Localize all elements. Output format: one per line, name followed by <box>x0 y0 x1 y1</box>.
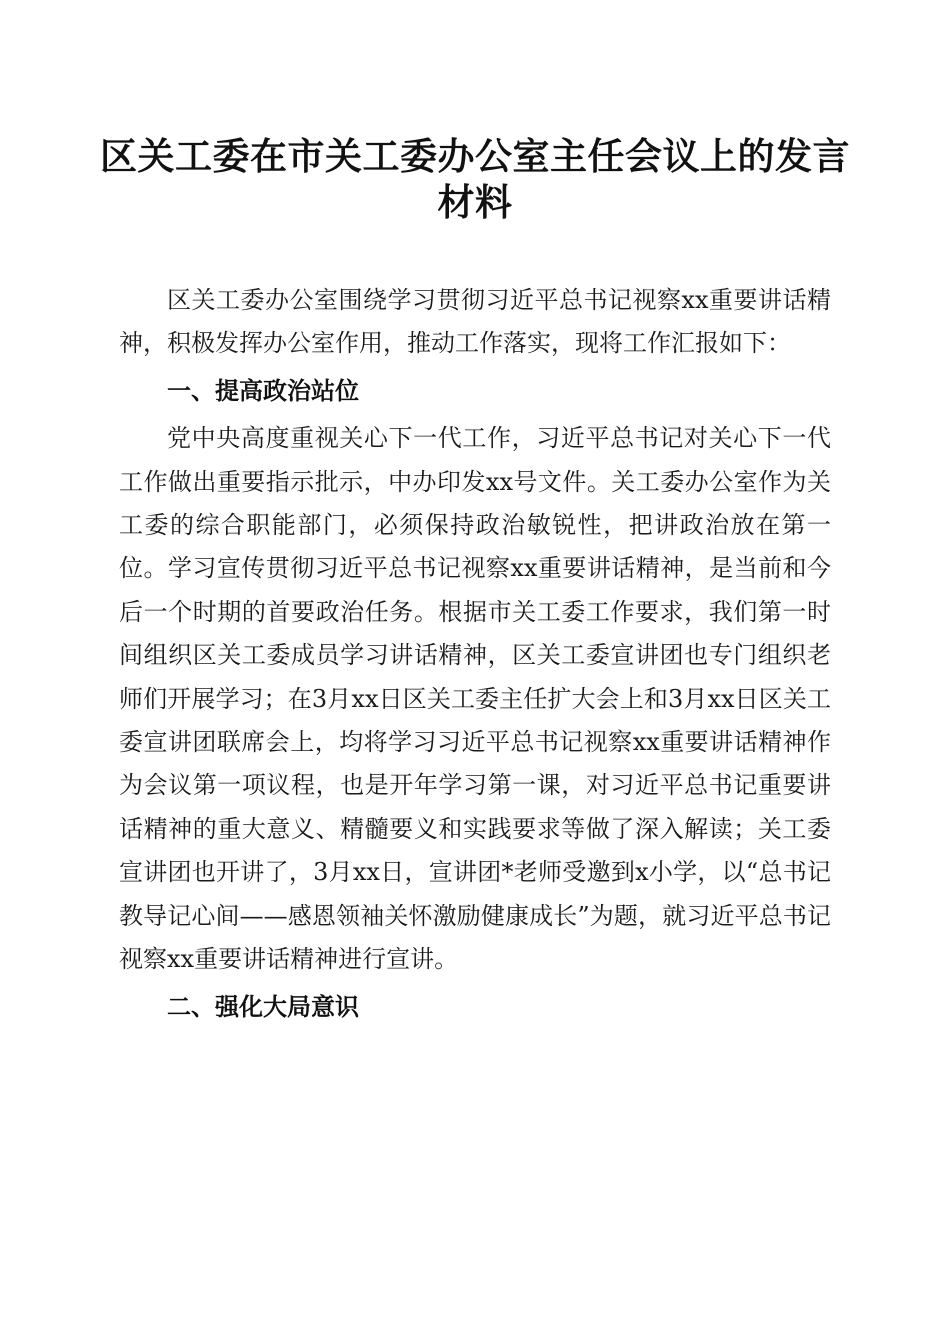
document-title <box>100 133 850 225</box>
intro-paragraph: 区关工委办公室围绕学习贯彻习近平总书记视察xx重要讲话精神，积极发挥办公室作用，推动工作落实，现将工作汇报如下： <box>119 286 831 358</box>
document-body <box>119 279 831 1033</box>
title-line-2: 材料 <box>437 180 513 224</box>
section-heading-2: 二、强化大局意识 <box>167 992 359 1021</box>
section-heading-1: 一、提高政治站位 <box>167 376 359 405</box>
section-1-paragraph: 党中央高度重视关心下一代工作，习近平总书记对关心下一代工作做出重要指示批示，中办印发xx号文件。关工委办公室作为关工委的综合职能部门，必须保持政治敏锐性，把讲政治放在第一位。学习宣传贯彻习近平总书记视察xx重要讲话精神，是当前和今后一个时期的首要政治任务。根据市关工委工作要求，我们第一时间组织区关工委成员学习讲话精神，区关工委宣讲团也专门组织老师们开展学习；在3月xx日区关工委主任扩大会上和3月xx日区关工委宣讲团联席会上，均将学习习近平总书记视察xx重要讲话精神作为会议第一项议程，也是开年学习第一课，对习近平总书记重要讲话精神的重大意义、精髓要义和实践要求等做了深入解读；关工委宣讲团也开讲了，3月xx日，宣讲团*老师受邀到x小学，以“总书记教导记心间——感恩领袖关怀激励健康成长”为题，就习近平总书记视察xx重要讲话精神进行宣讲。 <box>119 424 831 974</box>
title-line-1: 区关工委在市关工委办公室主任会议上的发言 <box>100 134 850 178</box>
